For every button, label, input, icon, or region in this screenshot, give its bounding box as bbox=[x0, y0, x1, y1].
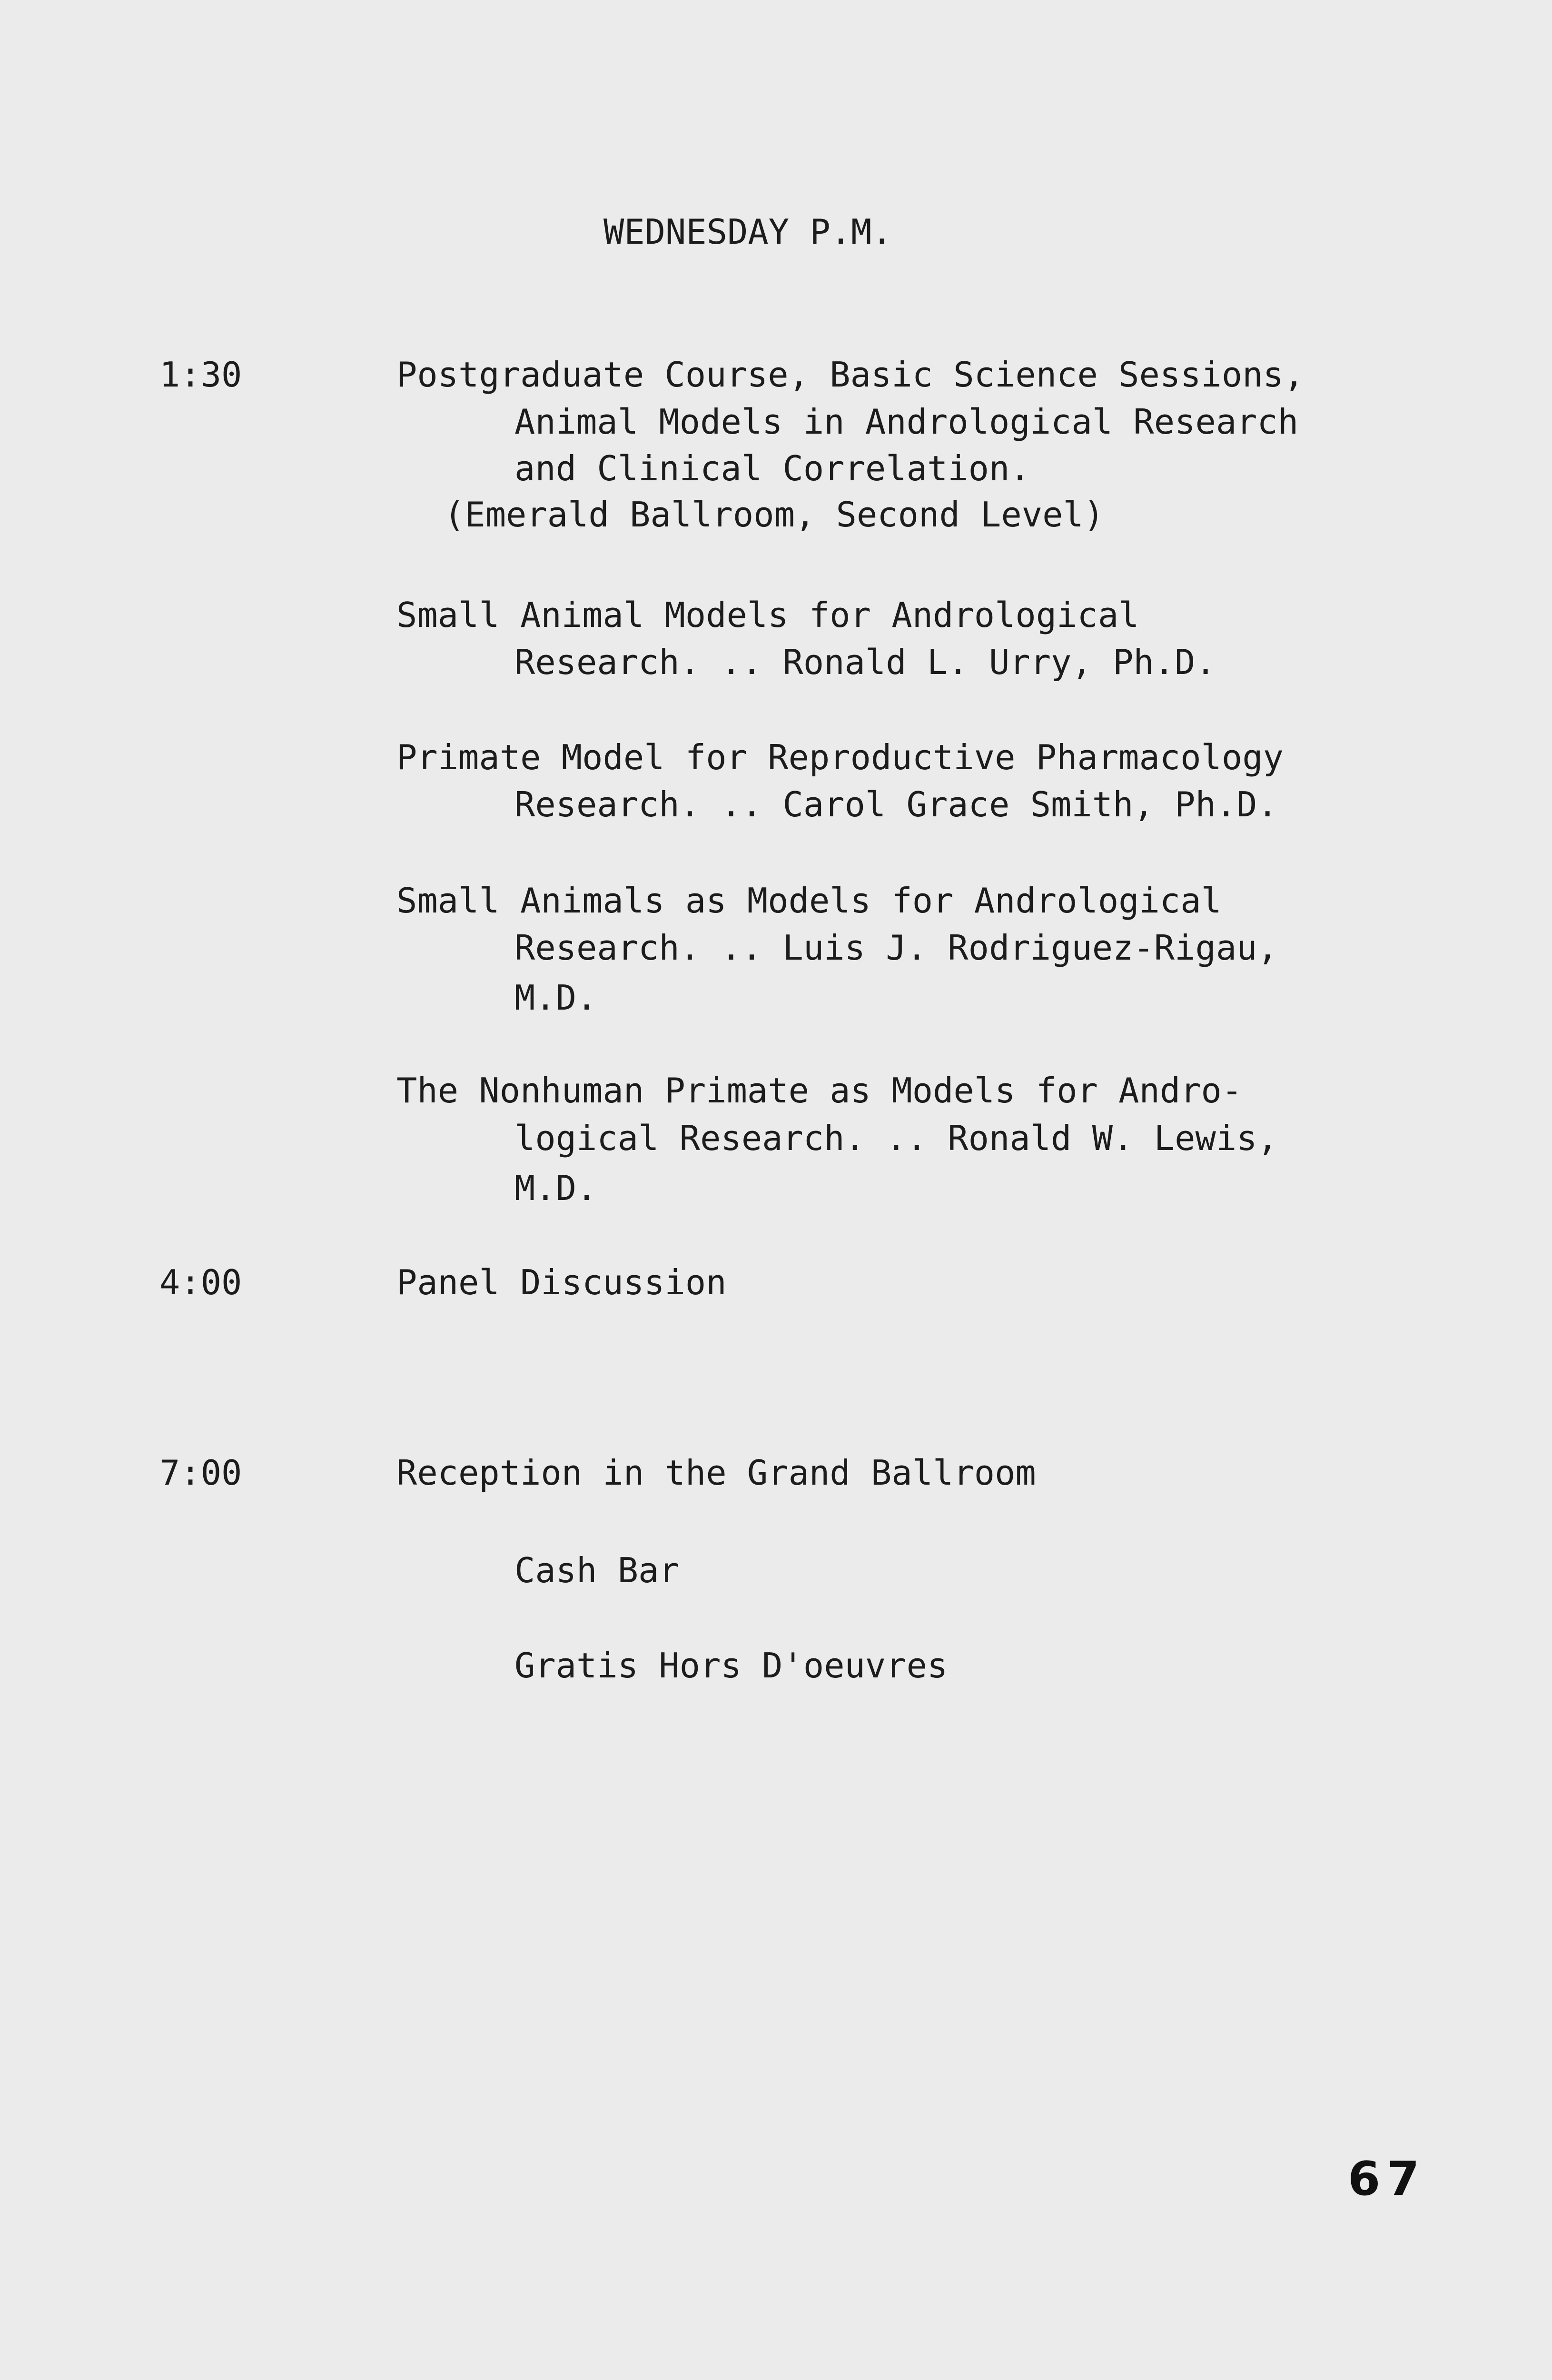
session-title-reception: Reception in the Grand Ballroom bbox=[396, 1453, 1036, 1493]
session-time-2: 4:00 bbox=[159, 1262, 242, 1302]
talk-2-line-1: Primate Model for Reproductive Pharmacology bbox=[396, 737, 1284, 777]
reception-item-2: Gratis Hors D'oeuvres bbox=[514, 1646, 948, 1686]
page-number: 67 bbox=[1348, 2152, 1426, 2206]
session-title-line-1: Postgraduate Course, Basic Science Sessions, bbox=[396, 355, 1305, 395]
session-time-3: 7:00 bbox=[159, 1453, 242, 1493]
session-title-line-2: Animal Models in Andrological Research bbox=[514, 402, 1299, 442]
talk-4-line-1: The Nonhuman Primate as Models for Andro- bbox=[396, 1071, 1243, 1111]
session-title-panel: Panel Discussion bbox=[396, 1262, 727, 1302]
session-title-line-3: and Clinical Correlation. bbox=[514, 448, 1030, 488]
talk-1-line-2: Research. .. Ronald L. Urry, Ph.D. bbox=[514, 642, 1216, 682]
talk-3-line-2: Research. .. Luis J. Rodriguez-Rigau, bbox=[514, 928, 1278, 968]
reception-item-1: Cash Bar bbox=[514, 1550, 680, 1590]
session-location: (Emerald Ballroom, Second Level) bbox=[444, 495, 1105, 535]
talk-4-line-3: M.D. bbox=[514, 1168, 597, 1208]
talk-3-line-1: Small Animals as Models for Andrological bbox=[396, 881, 1222, 921]
talk-3-line-3: M.D. bbox=[514, 978, 597, 1018]
talk-4-line-2: logical Research. .. Ronald W. Lewis, bbox=[514, 1118, 1278, 1158]
session-time-1: 1:30 bbox=[159, 355, 242, 395]
page-heading: WEDNESDAY P.M. bbox=[603, 212, 892, 252]
talk-2-line-2: Research. .. Carol Grace Smith, Ph.D. bbox=[514, 784, 1278, 824]
talk-1-line-1: Small Animal Models for Andrological bbox=[396, 595, 1139, 635]
